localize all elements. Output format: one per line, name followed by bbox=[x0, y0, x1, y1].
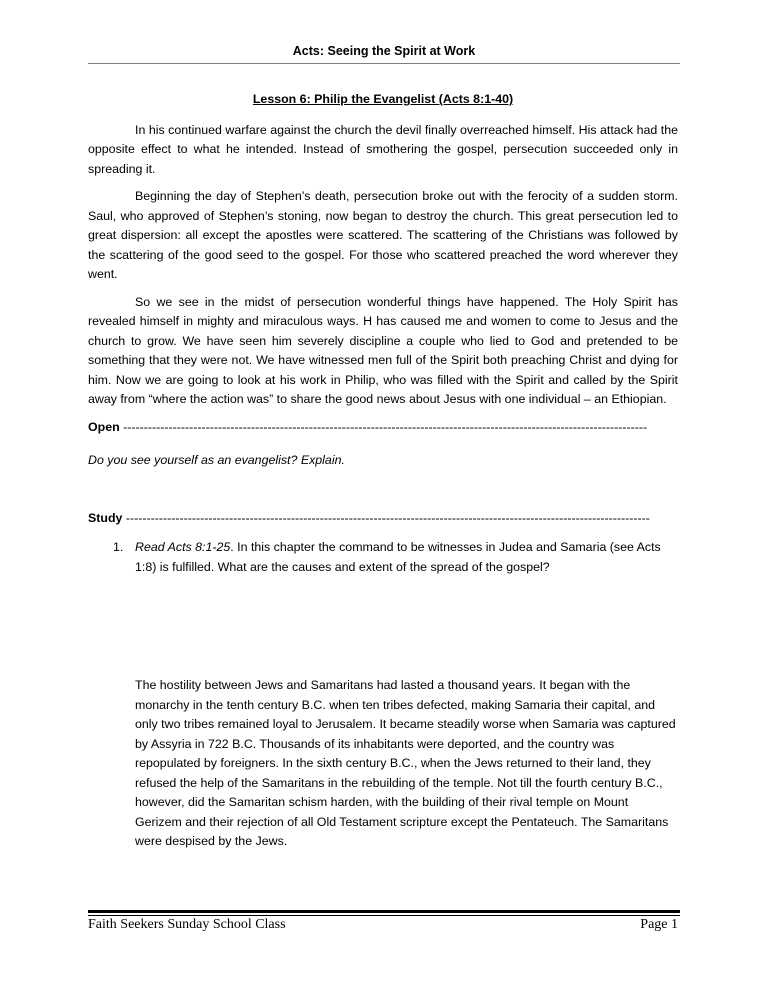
footer-divider-thin bbox=[88, 915, 680, 916]
study-dashes: ------------------------------------------------------------------------------------------------------------------------------- bbox=[125, 510, 650, 525]
footer-divider-thick bbox=[88, 910, 680, 913]
scripture-reference: Read Acts 8:1-25 bbox=[135, 540, 231, 554]
lesson-title: Lesson 6: Philip the Evangelist (Acts 8:1-40) bbox=[252, 92, 514, 106]
question-text: . In this chapter the command to be witnesses in Judea and Samaria (see Acts 1:8) is fulfilled. What are the causes and extent of the spread of the gospel? bbox=[135, 540, 661, 574]
background-note: The hostility between Jews and Samaritans had lasted a thousand years. It began with the monarchy in the tenth century B.C. when ten tribes defected, making Samaria their capital, and only two tribes remained loyal to Jerusalem. It became steadily worse when Samaria was captured by Assyria in 722 B.C. Thousands of its inhabitants were deported, and the country was repopulated by foreigners. In the sixth century B.C., when the Jews returned to their land, they refused the help of the Samaritans in the rebuilding of the temple. Not till the fourth century B.C., however, did the Samaritan schism harden, with the building of their rival temple on Mount Gerizem and their rejection of all Old Testament scripture except the Pentateuch. The Samaritans were despised by the Jews. bbox=[135, 678, 676, 848]
open-dashes: ------------------------------------------------------------------------------------------------------------------------------- bbox=[123, 419, 648, 434]
footer-class-name: Faith Seekers Sunday School Class bbox=[88, 917, 286, 932]
intro-paragraph-2: Beginning the day of Stephen’s death, persecution broke out with the ferocity of a sudden storm. Saul, who approved of Stephen’s stoning, now began to destroy the church. This great persecution led to great dispersion: all except the apostles were scattered. The scattering of the Christians was followed by the scattering of the good seed to the gospel. For those who scattered preached the word wherever they went. bbox=[88, 189, 678, 281]
open-question: Do you see yourself as an evangelist? Explain. bbox=[88, 453, 345, 467]
intro-paragraph-1: In his continued warfare against the church the devil finally overreached himself. His attack had the opposite effect to what he intended. Instead of smothering the gospel, persecution succeeded only in spreading it. bbox=[88, 122, 678, 176]
page-number: Page 1 bbox=[640, 917, 678, 932]
intro-paragraph-3: So we see in the midst of persecution wonderful things have happened. The Holy Spirit has revealed himself in mighty and miraculous ways. H has caused me and women to come to Jesus and the church to grow. We have seen him severely discipline a couple who lied to God and pretended to be something that they were not. We have witnessed men full of the Spirit both preaching Christ and dying for him. Now we are going to look at his work in Philip, who was filled with the Spirit and called by the Spirit away from “where the action was” to share the good news about Jesus with one individual – an Ethiopian. bbox=[88, 294, 678, 406]
open-label: Open bbox=[88, 419, 120, 434]
running-header-title: Acts: Seeing the Spirit at Work bbox=[292, 44, 476, 58]
study-section-heading bbox=[88, 509, 678, 529]
study-question-1 bbox=[88, 538, 678, 577]
header-divider bbox=[88, 63, 680, 64]
question-number: 1. bbox=[113, 540, 124, 554]
open-section-heading bbox=[88, 418, 678, 438]
page-body bbox=[88, 90, 678, 852]
study-label: Study bbox=[88, 510, 123, 525]
